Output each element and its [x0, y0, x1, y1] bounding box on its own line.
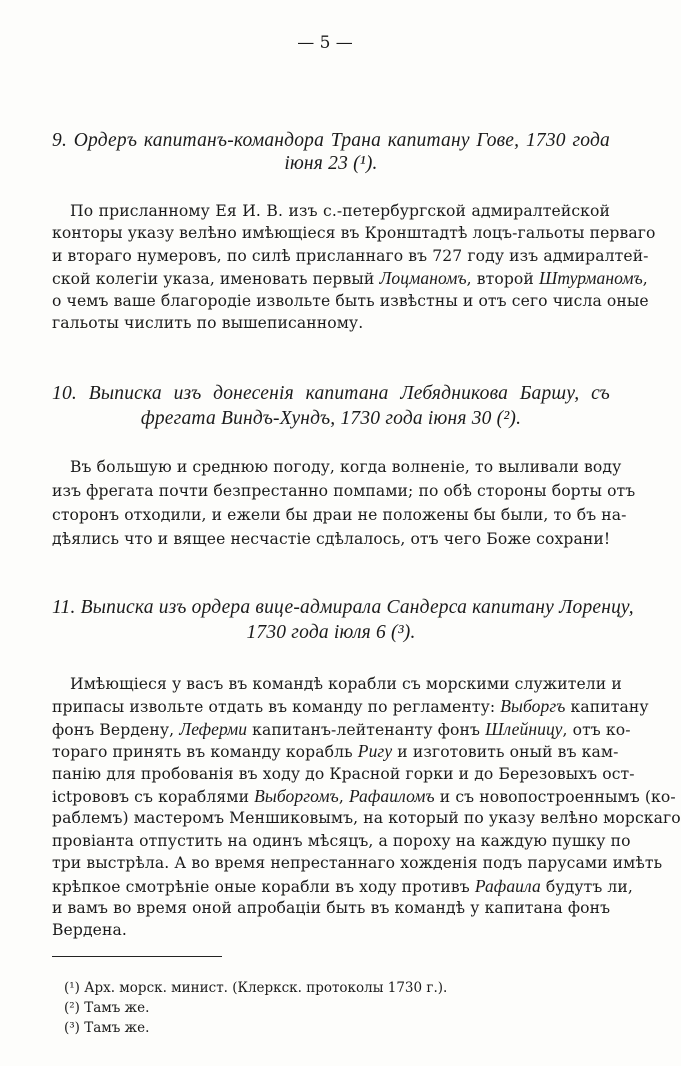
text-line: [52, 312, 610, 334]
text-run: раблемъ) мастеромъ Меншиковымъ, на который по указу велѣно морскаго: [52, 809, 681, 828]
text-line: [52, 718, 631, 740]
text-run: и съ новопостроеннымъ (ко-: [434, 787, 676, 806]
text-line: [52, 222, 656, 244]
text-run: 1730 года іюля 6 (³).: [246, 622, 416, 643]
text-line: [52, 875, 633, 897]
italic-name: Леферми: [179, 718, 248, 739]
text-line: [52, 830, 631, 852]
text-run: ской колегіи указа, именовать первый: [52, 270, 380, 289]
italic-name: Выборгъ: [500, 696, 566, 717]
text-run: ,: [642, 270, 648, 289]
text-run: По присланному Ея И. В. изъ с.-петербургской адмиралтейской: [70, 202, 610, 220]
text-line: [52, 245, 649, 267]
text-run: тораго принять въ команду корабль: [52, 743, 358, 762]
text-line: [52, 695, 649, 717]
text-run: ictрововъ съ кораблями: [52, 787, 255, 806]
text-run: будутъ ли,: [540, 877, 633, 896]
text-run: ,: [338, 787, 349, 806]
text-run: 11. Выписка изъ ордера вице-адмирала Сандерса капитану Лоренцу,: [52, 597, 634, 618]
italic-name: Выборгомъ: [254, 785, 339, 806]
text-run: панію для пробованія въ ходу до Красной горки и до Березовыхъ ост-: [52, 764, 635, 783]
text-line: [52, 807, 681, 829]
footnote-2: (²) Тамъ же.: [64, 1000, 150, 1016]
text-run: и втораго нумеровъ, по силѣ присланнаго въ 727 году изъ адмиралтей-: [52, 246, 649, 265]
italic-name: Ригу: [357, 741, 393, 762]
section-paragraph-11: [52, 673, 681, 942]
text-run: провіанта отпустить на одинъ мѣсяцъ, а пороху на каждую пушку по: [52, 831, 631, 850]
text-line: [52, 919, 610, 941]
text-run: капитанъ-лейтенанту фонъ: [247, 720, 486, 739]
text-run: и изготовить оный въ кам-: [392, 743, 619, 762]
text-run: , второй: [466, 270, 539, 289]
section-paragraph-9: [52, 200, 656, 334]
text-run: конторы указу велѣно имѣющіеся въ Кронштадтѣ лоцъ-гальоты перваго: [52, 224, 656, 243]
text-line: [52, 267, 648, 289]
text-line: [52, 129, 610, 152]
section-heading-11: [52, 595, 634, 645]
footnotes: [64, 978, 447, 1038]
footnote-3: (³) Тамъ же.: [64, 1020, 150, 1036]
italic-name: Шлейницу: [485, 718, 563, 739]
text-run: , отъ ко-: [562, 720, 631, 739]
text-run: 9. Ордеръ капитанъ-командора Трана капитану Гове, 1730 года: [52, 130, 610, 151]
text-run: гальоты числить по вышеписанному.: [52, 313, 364, 332]
text-line: [52, 620, 610, 645]
text-line: [52, 595, 634, 620]
text-run: припасы извольте отдать въ команду по регламенту:: [52, 698, 501, 717]
page-number: — 5 —: [297, 33, 353, 53]
text-run: о чемъ ваше благородіе извольте быть извѣстны и отъ сего числа оные: [52, 291, 649, 310]
text-line: [52, 200, 610, 222]
italic-name: Рафаила: [474, 875, 541, 896]
text-run: фонъ Вердену,: [52, 720, 180, 739]
text-run: крѣпкое смотрѣніе оные корабли въ ходу противъ: [52, 877, 475, 896]
text-run: фрегата Виндъ-Хундъ, 1730 года іюня 30 (²).: [140, 408, 522, 429]
text-run: изъ фрегата почти безпрестанно помпами; по обѣ стороны борты отъ: [52, 482, 636, 500]
italic-name: Лоцманомъ: [379, 268, 467, 289]
text-run: Имѣющіеся у васъ въ командѣ корабли съ морскими служители и: [70, 675, 622, 693]
text-run: 10. Выписка изъ донесенія капитана Лебядникова Баршу, съ: [52, 383, 610, 404]
section-heading-9: [52, 129, 610, 175]
text-line: [52, 503, 627, 527]
text-line: [52, 673, 622, 695]
text-run: три выстрѣла. А во время непрестаннаго хожденія подъ парусами имѣть: [52, 854, 663, 873]
text-run: Въ большую и среднюю погоду, когда волненіе, то выливали воду: [70, 458, 622, 476]
text-run: іюня 23 (¹).: [284, 153, 378, 174]
footnote-1: (¹) Арх. морск. минист. (Клеркск. протоколы 1730 г.).: [64, 980, 448, 996]
text-line: [52, 763, 635, 785]
italic-name: Штурманомъ: [538, 268, 643, 289]
text-line: [52, 785, 676, 807]
text-line: [52, 479, 636, 503]
footnote-divider: [52, 956, 222, 957]
text-line: [52, 381, 610, 406]
text-run: капитану: [565, 698, 649, 717]
text-run: сторонъ отходили, и ежели бы драи не положены бы были, то бъ на-: [52, 506, 627, 524]
text-line: [52, 527, 610, 551]
text-line: [52, 897, 610, 919]
text-line: [52, 455, 622, 479]
text-line: [52, 852, 663, 874]
text-run: дѣялись что и вящее несчастіе сдѣлалось, отъ чего Боже сохрани!: [52, 530, 611, 548]
text-line: [52, 290, 649, 312]
text-line: [52, 152, 610, 175]
italic-name: Рафаиломъ: [348, 785, 435, 806]
section-paragraph-10: [52, 455, 636, 551]
text-line: [52, 406, 610, 431]
text-line: [52, 740, 619, 762]
section-heading-10: [52, 381, 610, 431]
text-run: и вамъ во время оной апробаціи быть въ командѣ у капитана фонъ: [52, 898, 611, 917]
text-run: Вердена.: [52, 921, 127, 940]
